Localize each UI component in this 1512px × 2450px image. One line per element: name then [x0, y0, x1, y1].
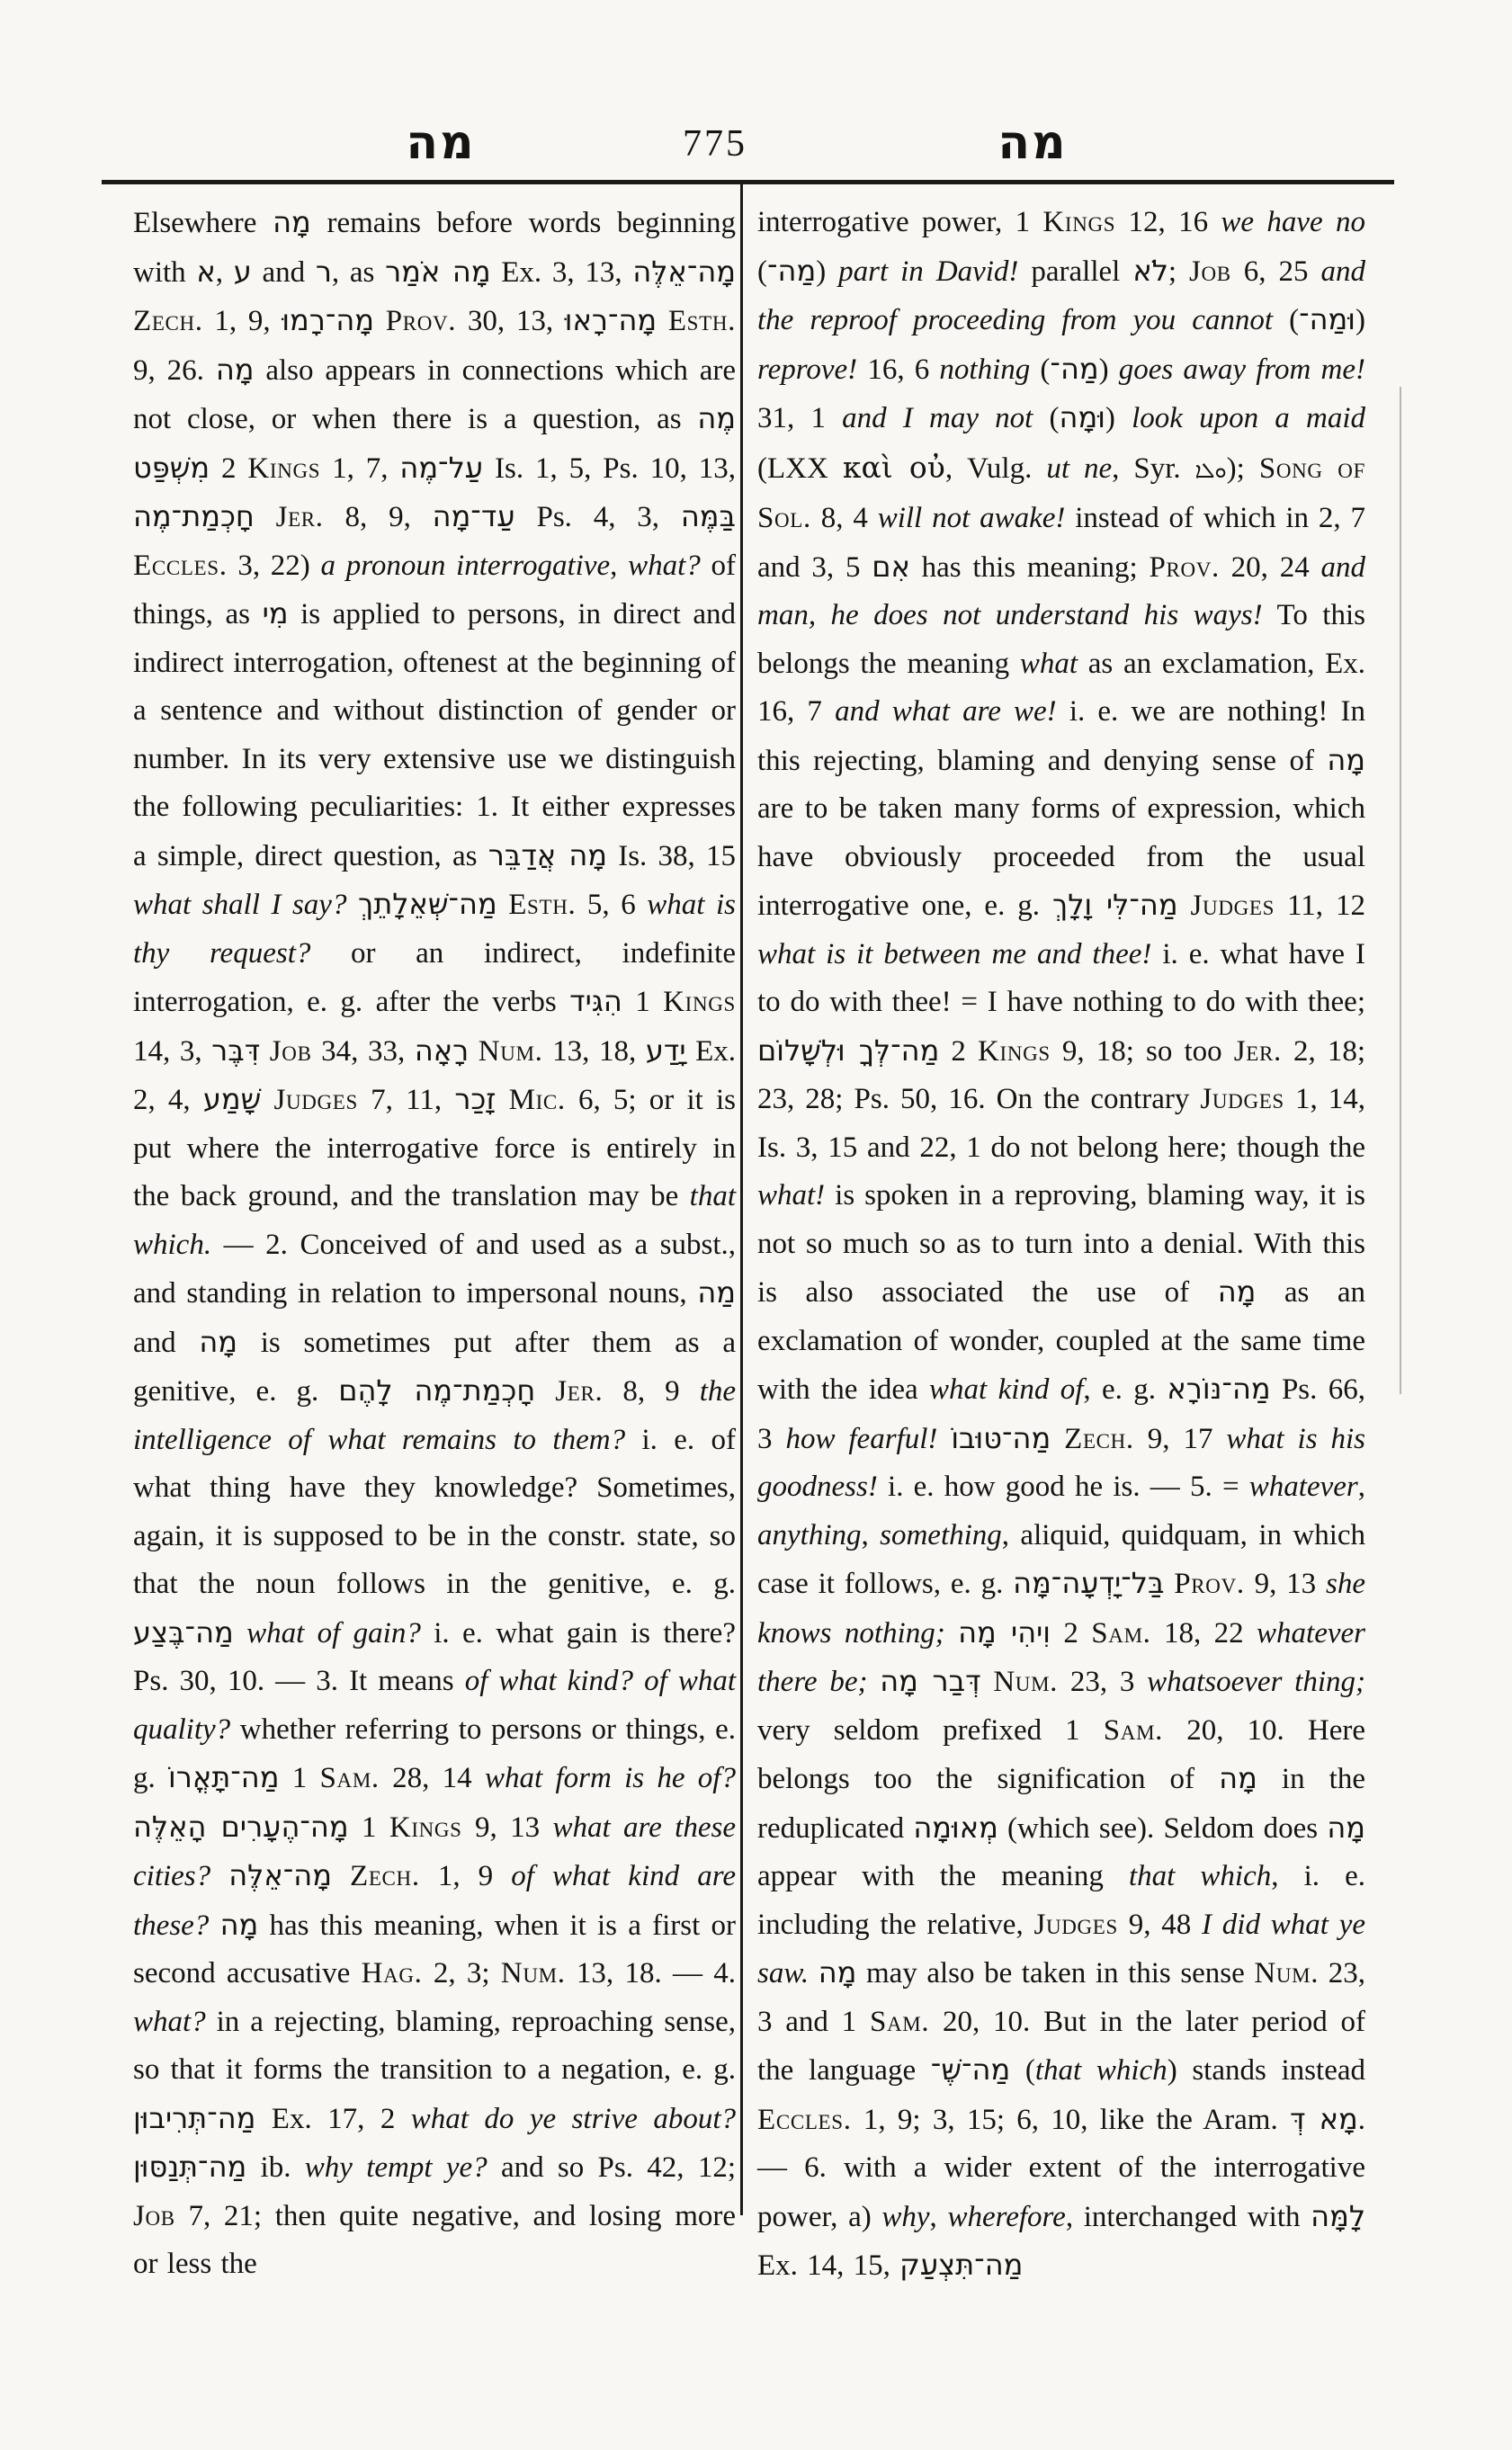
text-run: Sam.	[319, 1762, 380, 1794]
text-run: מָה	[219, 1907, 259, 1942]
text-run: 1	[348, 1811, 389, 1844]
text-run: ,	[610, 549, 629, 582]
text-run: remains before words beginning with	[133, 207, 736, 289]
text-run: מָה	[818, 1955, 857, 1990]
text-run	[346, 889, 358, 921]
text-run	[497, 889, 509, 921]
text-run: Is. 1, 5, Ps. 10, 13,	[483, 452, 736, 485]
text-run	[657, 305, 668, 337]
text-run: מָה	[273, 205, 311, 239]
text-run: 23, 3 and 1	[757, 1957, 1365, 2038]
text-run: מַה	[697, 1275, 736, 1310]
text-run: Zech.	[133, 305, 203, 337]
text-run: Ex. 2, 4,	[133, 1034, 737, 1116]
text-run: מַה־תָּאֳרוֹ	[168, 1760, 280, 1794]
text-run: we have no	[1221, 206, 1365, 238]
text-run: 3, 22)	[227, 549, 321, 582]
text-run: what?	[133, 2005, 206, 2038]
text-run: what	[1019, 647, 1078, 680]
text-run	[1178, 890, 1191, 922]
text-run: לֹא	[1132, 253, 1168, 288]
text-run: has this meaning, when it is a first or second accusative	[133, 1909, 736, 1990]
running-head	[0, 115, 1512, 178]
text-run: how fearful!	[785, 1422, 938, 1455]
text-run: וִיהִי מָה	[958, 1614, 1051, 1650]
text-run: Is. 38, 15	[606, 839, 736, 872]
text-run: מָה־רָמוּ	[282, 303, 375, 337]
text-run: מַה־בֶּצַע	[133, 1614, 234, 1650]
text-run: 9, 26.	[133, 353, 216, 387]
text-run: 9, 18; so too	[1050, 1034, 1234, 1068]
text-run: וּמָה	[1059, 400, 1105, 434]
text-run: I did what ye saw.	[757, 1908, 1365, 1990]
text-run: 1, 9; 3, 15; 6, 10, like the Aram.	[851, 2103, 1290, 2136]
text-run: . — 6. with a wider extent of the interrogative power, a)	[757, 2103, 1365, 2233]
text-run: Prov.	[385, 305, 457, 337]
text-run: לָמָּה	[1311, 2198, 1365, 2233]
running-head-word-left: מה	[406, 115, 476, 170]
text-run: whatsoever thing;	[1147, 1666, 1365, 1698]
text-run: 7, 21; then quite negative, and losing more or less the	[133, 2199, 736, 2280]
text-run: ,	[861, 1518, 881, 1551]
text-run: מָה־רָאוּ	[564, 303, 658, 337]
text-run: and	[251, 255, 316, 289]
text-run: Kings	[389, 1811, 462, 1844]
text-run: 6, 25	[1230, 255, 1321, 288]
text-run: why tempt ye?	[304, 2151, 488, 2184]
text-run: מַה־שְּׁאֵלָתֵךְ	[358, 887, 497, 921]
text-run: מְאוּמָה	[913, 1810, 998, 1845]
text-run: — 2. Conceived of and used as a subst., and standing in relation to impersonal nouns,	[133, 1228, 736, 1310]
text-run: 30, 13,	[456, 305, 565, 337]
text-run: זָכַר	[454, 1082, 497, 1116]
text-run: מָה אֹמַר	[385, 254, 491, 289]
text-run: יָדַע	[645, 1033, 686, 1068]
text-run	[469, 1035, 479, 1068]
text-run: what!	[757, 1179, 826, 1212]
text-run: Prov.	[1174, 1568, 1245, 1600]
text-run	[261, 1084, 273, 1116]
text-run: );	[1226, 452, 1259, 485]
text-run: מָה	[1327, 742, 1365, 777]
text-run: 1	[622, 986, 664, 1018]
text-run: 8, 4	[810, 502, 878, 534]
text-run: (	[1010, 2054, 1035, 2087]
text-run: Eccles.	[133, 549, 228, 582]
text-run	[1051, 1423, 1064, 1455]
text-run: ut ne	[1046, 452, 1113, 485]
text-run: and	[133, 1326, 200, 1359]
text-run: מַה־	[1050, 351, 1099, 386]
text-run: that which	[1034, 2054, 1168, 2087]
text-run: Mic.	[508, 1084, 566, 1116]
text-run: מָה	[1217, 1274, 1257, 1309]
text-run: as an exclamation of wonder, coupled at the same time with the idea	[757, 1276, 1365, 1406]
text-run: whatever	[1248, 1471, 1358, 1503]
text-run: 20, 10. Here belongs too the signification of	[757, 1713, 1365, 1795]
text-run: , interchanged with	[1065, 2200, 1311, 2233]
text-run: Num.	[993, 1666, 1059, 1698]
text-run: i. e. of what thing have they knowledge? Sometimes, again, it is supposed to be in the constr. state, so that the noun follows in the genitive, e. g.	[133, 1423, 737, 1600]
text-run	[809, 1957, 819, 1990]
text-run: is sometimes put after them as a genitive, e. g.	[133, 1326, 736, 1408]
text-run: 9, 13	[1244, 1568, 1326, 1600]
text-run	[937, 1423, 951, 1455]
text-run: 13, 18. — 4.	[565, 1957, 737, 1990]
text-run: Esth.	[667, 305, 737, 337]
column-left	[133, 199, 736, 2289]
text-run: Kings	[1042, 206, 1116, 238]
text-run: 1, 9,	[202, 305, 282, 337]
text-run: of what kind are these?	[133, 1860, 736, 1942]
text-run: Num.	[500, 1957, 566, 1990]
text-run: 1, 9	[419, 1860, 512, 1892]
text-run	[210, 1860, 228, 1892]
text-run: מַה־לִּי וָלָךְ	[1052, 888, 1178, 922]
text-run: as an exclamation, Ex. 16, 7	[757, 647, 1365, 728]
text-run: she knows nothing;	[757, 1568, 1365, 1650]
text-run: Jer.	[275, 501, 324, 533]
text-run: and what are we!	[835, 695, 1057, 728]
text-run: may also be taken in this sense	[856, 1957, 1255, 1990]
text-run: מָה־אֵלֶּה	[228, 1858, 332, 1892]
text-run	[535, 1375, 555, 1408]
text-run: מַה־נּוֹרָא	[1167, 1372, 1271, 1406]
text-run: 34, 33,	[311, 1034, 415, 1068]
text-run: שָׁמַע	[202, 1082, 262, 1116]
text-run: 9, 13	[461, 1811, 553, 1844]
text-run: בַּל־יָדְעָה־מָּה	[1013, 1566, 1165, 1600]
text-run: what shall I say?	[133, 889, 347, 921]
text-run: what?	[628, 549, 701, 582]
text-run: what do ye strive about?	[410, 2102, 736, 2135]
text-run: Kings	[247, 452, 321, 485]
text-run: 2	[210, 452, 248, 485]
text-run: 2	[939, 1034, 979, 1068]
text-run: , aliquid, quidquam, in which case it follows, e. g.	[757, 1518, 1366, 1600]
page-number: 775	[683, 123, 747, 165]
text-run: i. e. what gain is there? Ps. 30, 10. — 3. It means	[133, 1616, 736, 1697]
text-run: Ps. 66, 3	[757, 1373, 1365, 1455]
text-run: Num.	[478, 1034, 543, 1068]
text-run: 1, 14, Is. 3, 15 and 22, 1 do not belong here; though the	[757, 1083, 1366, 1164]
text-run: Ex. 3, 13,	[490, 255, 633, 289]
text-run: Zech.	[1064, 1422, 1134, 1455]
text-run: ܘܠܐ	[1194, 457, 1227, 483]
text-run: (	[757, 255, 767, 288]
text-run: Esth.	[508, 889, 577, 921]
text-run: מָה	[1327, 1810, 1365, 1845]
text-run	[981, 1666, 994, 1698]
text-run: מָה אֲדַבֵּר	[488, 837, 607, 872]
text-run: in the reduplicated	[757, 1763, 1365, 1845]
text-run: וּמַה־	[1299, 302, 1355, 336]
text-run: Elsewhere	[133, 207, 273, 239]
text-run: עַד־מָה	[432, 499, 515, 533]
text-run: 9, 17	[1133, 1422, 1227, 1455]
text-run: )	[816, 255, 839, 288]
text-run: instead of which in 2, 7 and 3, 5	[757, 502, 1365, 584]
text-run: , e. g.	[1083, 1373, 1168, 1406]
text-run: 9, 48	[1117, 1908, 1203, 1941]
text-run: ib.	[246, 2151, 305, 2184]
text-run	[496, 1084, 508, 1116]
text-run: 14, 3,	[133, 1034, 212, 1068]
text-run: רָאָה	[414, 1033, 470, 1068]
text-run: To this belongs the meaning	[757, 599, 1365, 680]
text-run: why	[881, 2200, 930, 2233]
text-run: interrogative power, 1	[757, 206, 1043, 238]
text-run: reprove!	[757, 353, 858, 386]
text-run: חָכְמַת־מֶה לָהֶם	[338, 1373, 536, 1408]
text-run: 23, 3	[1058, 1666, 1148, 1698]
text-run: 1	[279, 1762, 320, 1794]
text-run: (	[1030, 353, 1051, 386]
text-run: i. e. how good he is. — 5. =	[877, 1471, 1249, 1503]
text-run: 6, 5; or it is put where the interrogative force is entirely in the back ground, and the translation may be	[133, 1084, 736, 1212]
text-run: Eccles.	[757, 2103, 852, 2136]
text-run: מָה	[1219, 1761, 1257, 1795]
text-run: Jer.	[1233, 1034, 1282, 1068]
text-run: Judges	[1200, 1083, 1284, 1115]
text-run: has this meaning;	[909, 550, 1150, 584]
text-run	[209, 1909, 219, 1942]
text-run: whatever there be;	[757, 1616, 1365, 1698]
text-run: the intelligence of what remains to them?	[133, 1375, 737, 1456]
text-run: Sam.	[1103, 1713, 1164, 1747]
text-run: is spoken in a reproving, blaming way, it is not so much so as to turn into a denial. With this is also associated the use of	[757, 1179, 1365, 1309]
text-run: דִּבֶּר	[211, 1033, 261, 1068]
text-run: καὶ οὐ	[842, 449, 945, 485]
text-run: goes away from me!	[1118, 353, 1365, 386]
text-run: )	[1105, 402, 1132, 434]
text-run: 2	[1051, 1616, 1092, 1650]
text-run: very seldom prefixed 1	[757, 1713, 1104, 1747]
text-run: something	[880, 1518, 1002, 1551]
text-run: Prov.	[1149, 550, 1220, 584]
text-run: and I may not	[842, 402, 1033, 434]
text-run: whether referring to persons or things, e. g.	[133, 1712, 736, 1794]
text-run: מַה־תִּצְעַק	[899, 2248, 1024, 2282]
text-run: Judges	[273, 1084, 358, 1116]
text-run: Judges	[1033, 1908, 1118, 1941]
text-run: a pronoun interrogative	[320, 549, 611, 582]
text-run: Job	[133, 2199, 175, 2232]
text-run: )	[1355, 304, 1365, 336]
text-run: )	[1098, 353, 1119, 386]
text-run: Hag.	[361, 1957, 423, 1990]
header-rule	[102, 180, 1394, 184]
text-run: wherefore	[947, 2200, 1066, 2233]
text-run: what are these cities?	[133, 1811, 736, 1892]
text-run: מָה	[199, 1324, 238, 1359]
text-run: , Vulg.	[944, 452, 1047, 485]
text-run: מַה־לְּךָ וּלְשָׁלוֹם	[757, 1033, 940, 1068]
scan-edge-artifact	[1400, 387, 1401, 1394]
text-run: Ex. 17, 2	[255, 2102, 411, 2135]
text-run: what form is he of?	[484, 1762, 736, 1794]
text-run: i. e. we are nothing! In this rejecting, blaming and denying sense of	[757, 695, 1366, 777]
text-run: , as	[331, 255, 386, 289]
text-run: דְּבַר מָה	[880, 1664, 981, 1698]
text-run: 7, 11,	[357, 1084, 455, 1116]
text-run: (	[1033, 402, 1060, 434]
text-run: appear with the meaning	[757, 1860, 1129, 1892]
text-run: Sam.	[869, 2005, 930, 2038]
text-run: Kings	[663, 986, 736, 1018]
text-run: 2, 3;	[422, 1957, 501, 1990]
text-run: Job	[1189, 255, 1231, 288]
text-run	[260, 1035, 270, 1068]
text-run: 28, 14	[379, 1762, 485, 1794]
text-run: part in David!	[838, 255, 1019, 288]
text-run: 20, 10. But in the later period of the language	[757, 2005, 1365, 2087]
text-run: 1, 7,	[320, 452, 400, 485]
text-run: or an indirect, indefinite interrogation, e. g. after the verbs	[133, 936, 737, 1018]
text-run: Ex. 14, 15,	[757, 2249, 900, 2282]
text-run: מָא דְּ	[1289, 2101, 1358, 2136]
text-run: מָה	[215, 352, 255, 387]
text-run: 12, 16	[1115, 206, 1221, 238]
text-run: look upon a maid	[1132, 402, 1365, 434]
text-run: anything	[757, 1518, 862, 1551]
text-run	[945, 1617, 958, 1650]
text-run: (LXX	[757, 452, 843, 485]
text-run: 13, 18,	[542, 1034, 646, 1068]
text-run: ,	[215, 255, 234, 289]
text-run: what is it between me and thee!	[757, 937, 1152, 970]
text-run: 8, 9,	[323, 501, 433, 533]
text-run: 20, 24	[1219, 550, 1321, 584]
text-run: and man, he does not understand his ways!	[757, 550, 1365, 631]
text-run: that which	[1128, 1860, 1272, 1892]
text-run: ;	[1168, 255, 1190, 288]
text-run: הִגִּיד	[569, 984, 622, 1018]
text-run: מִי	[262, 596, 289, 630]
text-run: nothing	[939, 353, 1031, 386]
text-run: , Syr.	[1112, 452, 1195, 485]
text-run: עַל־מֶה	[399, 450, 484, 485]
text-run: מַה־שֶּׁ־	[930, 2052, 1011, 2087]
text-run: in a rejecting, blaming, reproaching sense, so that it forms the transition to a negation, e. g.	[133, 2005, 736, 2086]
text-run: (which see). Seldom does	[998, 1811, 1328, 1845]
text-run: Kings	[978, 1034, 1051, 1068]
text-run: are to be taken many forms of expression, which have obviously proceeded from the usual interrogative one, e. g.	[757, 792, 1365, 922]
text-run: that which.	[133, 1180, 736, 1261]
text-run: Num.	[1254, 1957, 1320, 1990]
text-run: Job	[269, 1034, 312, 1068]
text-run: of things, as	[133, 549, 736, 630]
text-run: חָכְמַת־מֶה	[133, 499, 255, 533]
text-run: מָה־הֶעָרִים הָאֵלֶּה	[133, 1809, 349, 1844]
text-run	[867, 1666, 880, 1698]
text-run: Ps. 4, 3,	[514, 501, 681, 533]
text-run: Zech.	[350, 1860, 420, 1892]
text-run: מַה־טּוּבוֹ	[951, 1420, 1051, 1455]
text-run: מֶה מִשְׁפַּט	[133, 401, 736, 485]
text-run: Jer.	[555, 1375, 604, 1408]
text-run: parallel	[1018, 255, 1133, 288]
text-run: Judges	[1190, 890, 1275, 922]
text-run	[332, 1860, 350, 1892]
text-run: ר	[315, 254, 332, 289]
text-run: (	[1273, 304, 1300, 336]
text-run: מַה־תְּרִיבוּן	[133, 2100, 256, 2135]
text-run: Sam.	[1091, 1616, 1151, 1650]
text-run: ) stands instead	[1167, 2054, 1365, 2087]
text-run: 8, 9	[603, 1375, 700, 1408]
text-run: 31, 1	[757, 402, 843, 434]
text-run: , i. e. including the relative,	[757, 1860, 1365, 1941]
text-run: i. e. what have I to do with thee! = I have nothing to do with thee;	[757, 937, 1365, 1018]
text-run: 2, 18; 23, 28; Ps. 50, 16. On the contrary	[757, 1034, 1365, 1115]
text-run	[255, 501, 276, 533]
text-run: מַה־	[767, 253, 817, 288]
text-run: will not awake!	[877, 502, 1066, 534]
text-run: what is thy request?	[133, 889, 736, 970]
text-run: 18, 22	[1150, 1616, 1257, 1650]
text-run: אִם	[872, 549, 910, 584]
text-run: what of gain?	[246, 1616, 421, 1650]
text-run: and the reproof proceeding from you cannot	[757, 255, 1365, 336]
text-run: מָה־אֵלֶּה	[632, 254, 736, 289]
text-run	[374, 305, 386, 337]
text-run: and so Ps. 42, 12;	[487, 2151, 736, 2184]
column-right	[757, 199, 1365, 2291]
text-run: 5, 6	[576, 889, 648, 921]
column-divider	[740, 184, 743, 2215]
text-run: ,	[1357, 1471, 1365, 1503]
running-head-word-right: מה	[998, 115, 1068, 170]
text-run: what kind of	[929, 1373, 1084, 1406]
text-run	[234, 1617, 246, 1650]
text-run: what is his goodness!	[757, 1422, 1365, 1503]
text-run: ע	[233, 254, 252, 289]
text-run: is applied to persons, in direct and indirect interrogation, oftenest at the beginning of a sentence and without distinction of gender or number. In its very extensive use we distinguish the following peculiarities: 1. It either expresses a simple, direct question, as	[133, 598, 736, 872]
text-run: 16, 6	[857, 353, 940, 386]
text-run: ,	[929, 2200, 948, 2233]
text-run: also appears in connections which are not close, or when there is a question, as	[133, 353, 737, 435]
text-run	[1164, 1568, 1174, 1600]
text-run: בַּמֶּה	[680, 499, 736, 533]
text-run: of what kind? of what quality?	[133, 1665, 736, 1746]
text-run: א	[196, 254, 216, 289]
text-run: מַה־תְּנַסּוּן	[133, 2150, 247, 2184]
text-run: 11, 12	[1275, 890, 1366, 922]
text-run: Song of Sol.	[757, 452, 1366, 534]
